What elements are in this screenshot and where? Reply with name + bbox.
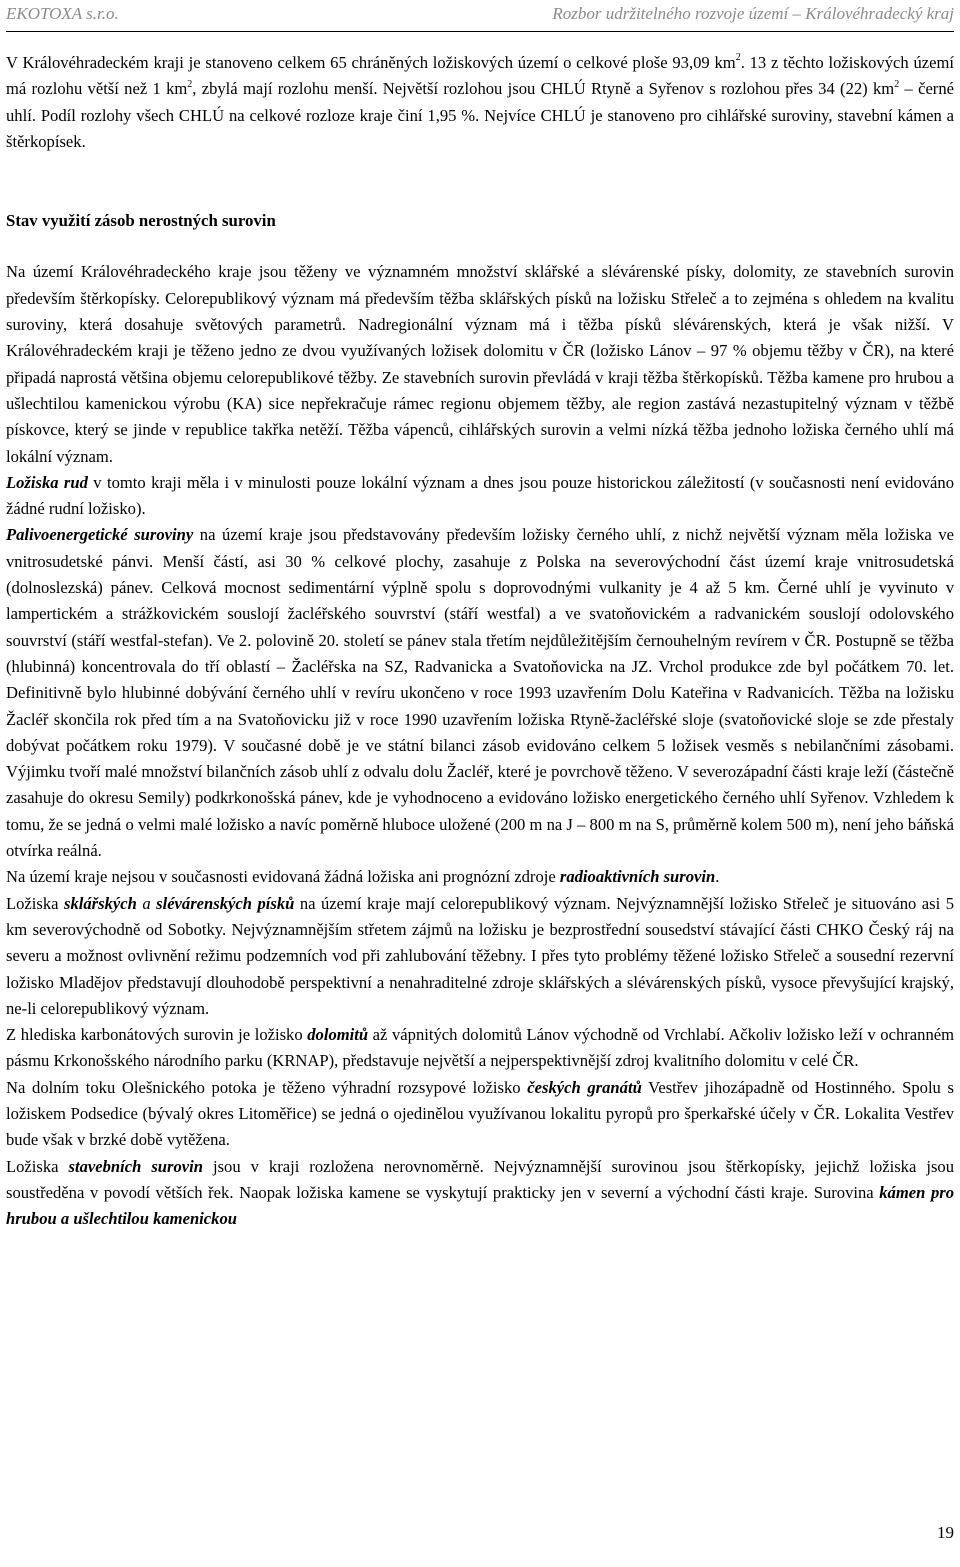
p7-text-b: až vápnitých dolomitů Lánov východně od Vrchlabí. Ačkoliv ložisko leží v ochranném pásmu Krkonošského národního parku (KRNAP), představuje největší a nejperspektivnější zdroj kvalitního dolomitu v celé ČR. xyxy=(6,1025,955,1071)
term-ores: Ložiska rud xyxy=(6,472,88,492)
header-company: EKOTOXA s.r.o. xyxy=(6,4,119,23)
p1-text-a: V Královéhradeckém kraji je stanoveno celkem 65 chráněných ložiskových území o celkové ploše 93,09 km xyxy=(6,53,736,72)
term-dolomite: dolomitů xyxy=(307,1025,369,1045)
paragraph-building-materials xyxy=(6,1154,954,1233)
p1-text-d: – černé uhlí. Podíl rozlohy všech CHLÚ na celkové rozloze kraje činí 1,95 %. Nejvíce CHLÚ je stanoveno pro cihlářské suroviny, stavební kámen a štěrkopísek. xyxy=(6,79,954,151)
document-body xyxy=(6,50,954,1232)
p6-text-a: Ložiska xyxy=(6,893,65,913)
p4-text: na území kraje jsou představovány především ložisky černého uhlí, z nichž největší význam měla ložiska ve vnitrosudetské pánvi. Menší částí, asi 30 % celkové plochy, zasahuje z Polska na severovýchodní část území kraje vnitrosudetská (dolnoslezská) pánev. Celková mocnost sedimentární výplně spolu s doprovodnými vulkanity je 4 až 5 km. Černé uhlí je vyvinuto v lampertickém a strážkovickém souslojí žacléřského souvrství (stáří westfal) a ve svatoňovickém a radvanickém souslojí odolovského souvrství (stáří westfal-stefan). Ve 2. polovině 20. století se pánev stala třetím nejdůležitějším černouhelným revírem v ČR. Postupně se těžba (hlubinná) koncentrovala do tří oblastí – Žacléřska na SZ, Radvanicka a Svatoňovicka na JZ. Vrchol produkce zde byl počátkem 70. let. Definitivně bylo hlubinné dobývání černého uhlí v revíru ukončeno v roce 1993 uzavřením Dolu Kateřina v Radvanicích. Těžba na ložisku Žacléř skončila rok před tím a na Svatoňovicku již v roce 1990 uzavřením ložiska Rtyně-žacléřské sloje (svatoňovické sloje se zde přestaly dobývat počátkem roku 1979). V současné době je ve státní bilanci zásob evidováno celkem 5 ložisek vesměs s nebilančními zásobami. Výjimku tvoří malé množství bilančních zásob uhlí z odvalu dolu Žacléř, které je povrchově těženo. V severozápadní části kraje leží (částečně zasahuje do okresu Semily) podkrkonošská pánev, kde je vyhodnoceno a evidováno ložisko energetického černého uhlí Syřenov. Vzhledem k tomu, že se jedná o velmi malé ložisko a navíc poměrně hluboce uložené (200 m na J – 800 m na S, průměrně kolem 500 m), není jeho báňská otvírka reálná. xyxy=(6,525,954,861)
paragraph-ores xyxy=(6,470,954,523)
paragraph-usage: Na území Královéhradeckého kraje jsou těženy ve významném množství sklářské a slévárenské písky, dolomity, ze stavebních surovin především štěrkopísky. Celorepublikový význam má především těžba sklářských písků na ložisku Střeleč a to zejména s ohledem na kvalitu suroviny, která dosahuje světových parametrů. Nadregionální význam má i těžba písků slévárenských, která je však nižší. V Královéhradeckém kraji je těženo jedno ze dvou využívaných ložisek dolomitu v ČR (ložisko Lánov – 97 % objemu těžby v ČR), na které připadá naprostá většina objemu celorepublikové těžby. Ze stavebních surovin převládá v kraji těžba štěrkopísků. Těžba kamene pro hrubou a ušlechtilou kamenickou výrobu (KA) sice nepřekračuje rámec regionu objemem těžby, ale region zastává nezastupitelný význam v těžbě pískovce, který se jinde v republice takřka netěží. Těžba vápenců, cihlářských surovin a velmi nízká těžba jednoho ložiska černého uhlí má lokální význam. xyxy=(6,262,954,466)
paragraph-dolomite xyxy=(6,1022,954,1075)
p1-text-c: , zbylá mají rozlohu menší. Největší rozlohou jsou CHLÚ Rtyně a Syřenov s rozlohou přes 34 (22) km xyxy=(192,79,895,99)
p5-text-b: . xyxy=(715,867,720,887)
p1-text-b: . 13 z těchto ložiskových území má rozlohu větší než 1 km xyxy=(6,53,954,99)
page-header xyxy=(6,2,954,28)
p5-text-a: Na území kraje nejsou v současnosti evidovaná žádná ložiska ani prognózní zdroje xyxy=(6,867,560,887)
p7-text-a: Z hlediska karbonátových surovin je ložisko xyxy=(6,1025,308,1045)
p3-text: v tomto kraji měla i v minulosti pouze lokální význam a dnes jsou pouze historickou záležitostí (v současnosti není evidováno žádné rudní ložisko). xyxy=(6,472,954,519)
p8-text-a: Na dolním toku Olešnického potoka je těženo výhradní rozsypové ložisko xyxy=(6,1077,528,1097)
p6-text-mid: a xyxy=(136,893,157,913)
term-garnets: českých granátů xyxy=(527,1077,642,1097)
term-fuels: Palivoenergetické suroviny xyxy=(6,525,194,545)
paragraph-chlu xyxy=(6,50,954,155)
p8-text-b: Vestřev jihozápadně od Hostinného. Spolu s ložiskem Podsedice (bývalý okres Litoměřice) se jedná o ojedinělou využívanou lokalitu pyropů pro šperkařské účely v ČR. Lokalita Vestřev bude však v brzké době vytěžena. xyxy=(6,1077,954,1150)
section-heading: Stav využití zásob nerostných surovin xyxy=(6,211,276,231)
term-glass-sands: sklářských xyxy=(64,893,137,913)
paragraph-fuels xyxy=(6,522,954,864)
header-title: Rozbor udržitelného rozvoje území – Královéhradecký kraj xyxy=(552,4,954,23)
paragraph-garnets xyxy=(6,1075,954,1154)
p1-sup-3: 2 xyxy=(894,78,900,90)
term-foundry-sands: slévárenských písků xyxy=(156,893,295,913)
p9-text-b: jsou v kraji rozložena nerovnoměrně. Nejvýznamnější surovinou jsou štěrkopísky, jejichž ložiska jsou soustředěna v povodí větších řek. Naopak ložiska kamene se vyskytují prakticky jen v severní a východní části kraje. Surovina xyxy=(6,1156,954,1202)
spacer xyxy=(6,181,954,208)
p9-text-a: Ložiska xyxy=(6,1156,69,1176)
spacer xyxy=(6,155,954,181)
spacer xyxy=(6,234,954,259)
term-dimension-stone: kámen pro hrubou a ušlechtilou kamenickou xyxy=(6,1182,955,1229)
p1-sup-2: 2 xyxy=(187,78,193,90)
page-number: 19 xyxy=(937,1523,954,1542)
paragraph-sands xyxy=(6,891,954,1022)
header-divider xyxy=(6,31,954,32)
p6-text-b: na území kraje mají celorepublikový význam. Nejvýznamnější ložisko Střeleč je situováno asi 5 km severovýchodně od Sobotky. Nejvýznamnějším střetem zájmů na ložisku je bezprostřední sousedství stávající části CHKO Český ráj na severu a možnost ovlivnění režimu podzemních vod při zahlubování těžebny. I přes tyto problémy těžené ložisko Střeleč a sousední rezervní ložisko Mladějov představují dlouhodobě perspektivní a nenahraditelné zdroje sklářských a slévárenských písků, vysoce převyšující krajský, ne-li celorepublikový význam. xyxy=(6,893,954,1018)
term-radioactive: radioaktivních surovin xyxy=(559,867,716,887)
paragraph-radioactive xyxy=(6,864,954,890)
term-building-materials: stavebních surovin xyxy=(68,1156,203,1176)
p1-sup-1: 2 xyxy=(735,52,741,64)
